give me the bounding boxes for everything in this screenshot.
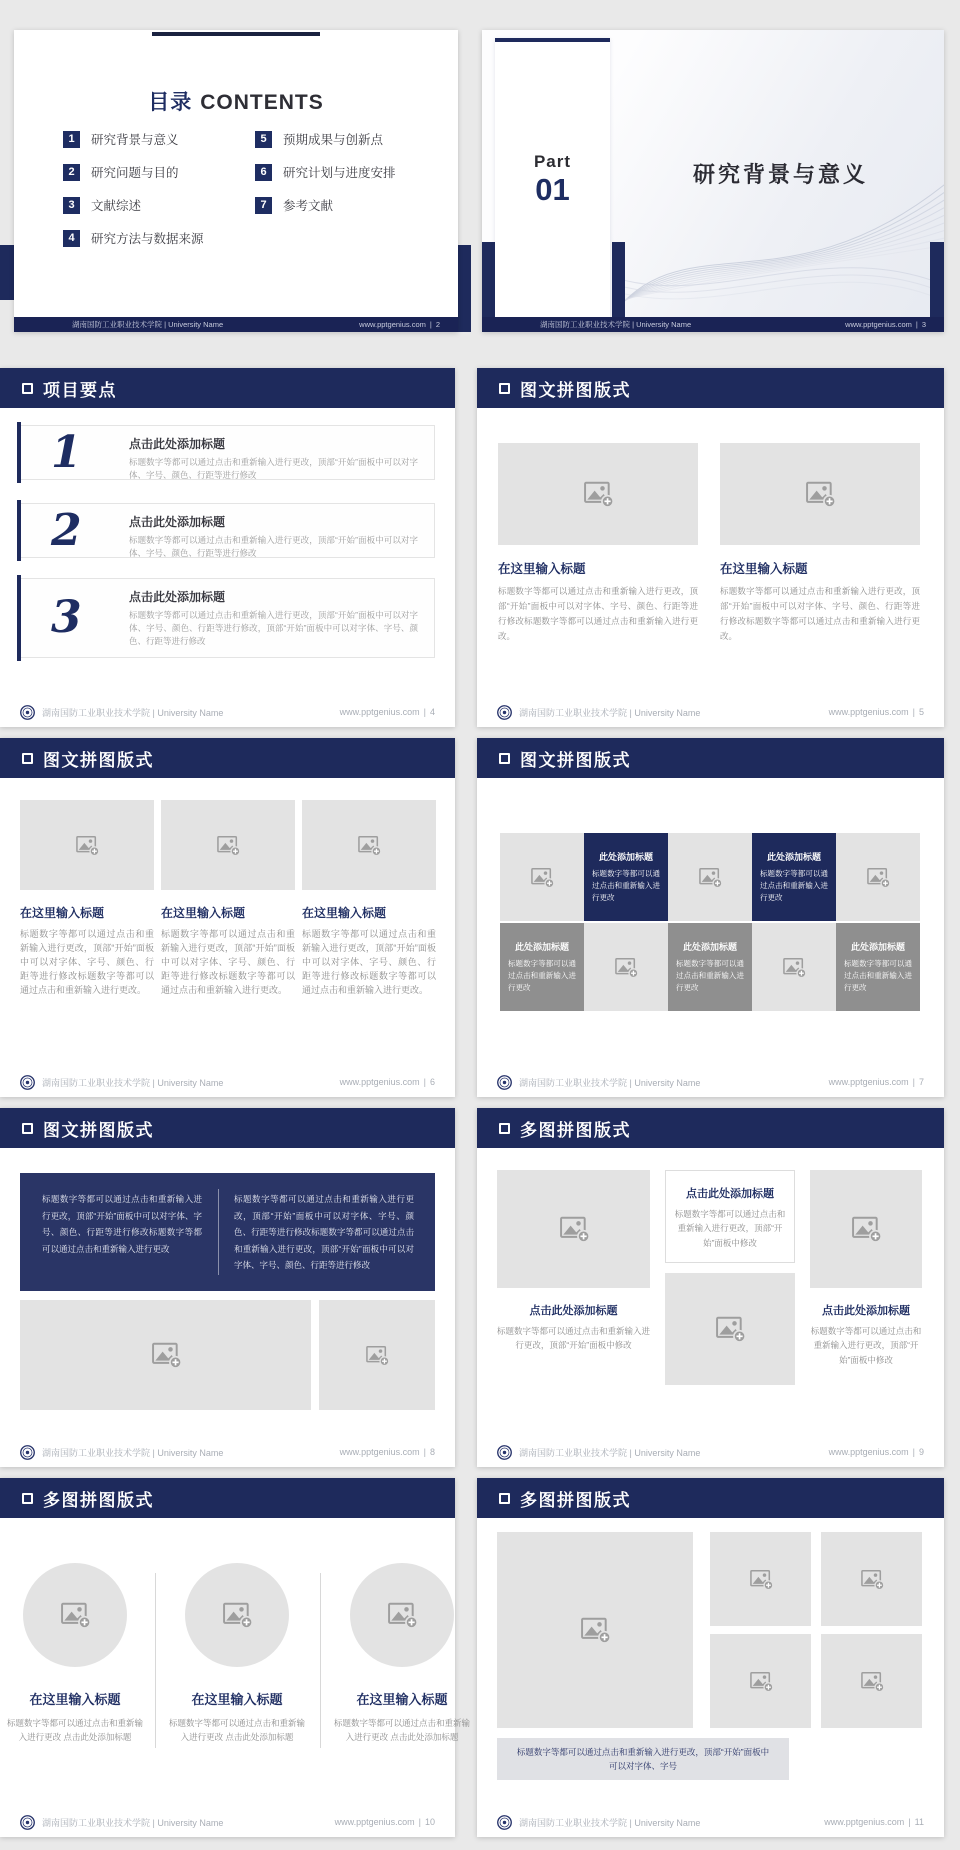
column-body: 标题数字等都可以通过点击和重新输入进行更改，顶部“开始”面板中可以对字体、字号、颜色、行距等进行修改标题数字等都可以通过点击和重新输入进行更改。	[302, 929, 436, 995]
footer-separator: |	[908, 1817, 911, 1827]
slide-header-title: 多图拼图版式	[43, 1490, 154, 1510]
square-outline-icon	[22, 1123, 33, 1134]
image-placeholder	[302, 800, 436, 890]
insert-picture-icon	[802, 478, 838, 510]
footer-school: 湖南国防工业职业技术学院 | University Name	[519, 1817, 701, 1828]
accent-bar	[930, 242, 944, 317]
toc-column-left	[63, 130, 204, 247]
picture-column	[720, 443, 920, 644]
column-title: 在这里输入标题	[191, 1692, 283, 1707]
column-title: 在这里输入标题	[161, 906, 246, 920]
cell-body: 标题数字等都可以通过点击和重新输入进行更改	[676, 959, 744, 992]
column-body: 标题数字等都可以通过点击和重新输入进行更改 点击此处添加标题	[168, 1718, 305, 1743]
school-badge-icon	[20, 1075, 35, 1090]
column-title: 在这里输入标题	[20, 906, 105, 920]
point-number: 1	[51, 426, 82, 478]
mosaic-text-cell	[752, 833, 836, 921]
image-placeholder	[720, 443, 920, 545]
footer-page-number: 8	[429, 1447, 435, 1457]
image-placeholder	[161, 800, 295, 890]
image-placeholder	[497, 1532, 693, 1728]
point-title: 点击此处添加标题	[129, 437, 226, 451]
image-placeholder	[810, 1170, 922, 1288]
text-card	[665, 1170, 795, 1263]
insert-picture-icon	[612, 955, 640, 980]
column-body: 标题数字等都可以通过点击和重新输入进行更改 点击此处添加标题	[6, 1718, 143, 1743]
insert-picture-icon	[73, 833, 101, 858]
image-placeholder	[665, 1273, 795, 1385]
circle-column	[5, 1563, 145, 1744]
image-placeholder	[584, 923, 668, 1011]
image-placeholder	[20, 800, 154, 890]
mosaic-text-cell	[584, 833, 668, 921]
slide-header-title: 多图拼图版式	[520, 1120, 631, 1140]
mosaic-text-cell	[668, 923, 752, 1011]
footer-separator: |	[912, 707, 915, 717]
slide-header-bar	[477, 368, 944, 408]
slide-footer	[477, 1437, 944, 1467]
square-outline-icon	[499, 1123, 510, 1134]
slide-footer	[0, 1807, 455, 1837]
slide-circle-images	[0, 1478, 470, 1837]
footer-page-number: 4	[429, 707, 435, 717]
point-card	[20, 425, 435, 480]
footer-page-number: 2	[435, 320, 440, 329]
column-body: 标题数字等都可以通过点击和重新输入进行更改，顶部“开始”面板中可以对字体、字号、颜色、行距等进行修改标题数字等都可以通过点击和重新输入进行更改。	[20, 929, 154, 995]
footer-page-number: 11	[914, 1817, 924, 1827]
square-outline-icon	[499, 383, 510, 394]
footer-site: www.pptgenius.com	[828, 1077, 909, 1087]
point-title: 点击此处添加标题	[129, 515, 226, 529]
slide-multi-image-1	[477, 1108, 944, 1467]
footer-separator: |	[912, 1447, 915, 1457]
point-number: 2	[51, 504, 82, 556]
toc-title	[14, 86, 458, 116]
toc-item	[63, 130, 204, 148]
image-placeholder	[821, 1634, 922, 1728]
footer-school: 湖南国防工业职业技术学院 | University Name	[42, 1817, 224, 1828]
slide-part01	[482, 30, 944, 332]
cell-body: 标题数字等都可以通过点击和重新输入进行更改	[508, 959, 576, 992]
slide-header-title: 多图拼图版式	[520, 1490, 631, 1510]
toc-item-label: 研究问题与目的	[91, 166, 179, 180]
insert-picture-icon	[577, 1614, 613, 1646]
point-card	[20, 578, 435, 658]
slide-image-grid	[477, 1478, 944, 1837]
toc-item-number: 7	[255, 197, 272, 214]
toc-item-label: 研究方法与数据来源	[91, 232, 204, 246]
insert-picture-icon	[528, 865, 556, 890]
slide-mosaic	[477, 738, 944, 1097]
point-title: 点击此处添加标题	[129, 590, 226, 604]
accent-bar	[612, 242, 625, 317]
footer-school: 湖南国防工业职业技术学院 | University Name	[519, 707, 701, 718]
square-outline-icon	[499, 753, 510, 764]
accent-bar	[482, 242, 495, 317]
column-title: 在这里输入标题	[302, 906, 387, 920]
insert-picture-icon	[858, 1669, 886, 1694]
column-title: 在这里输入标题	[356, 1692, 448, 1707]
column-body: 标题数字等都可以通过点击和重新输入进行更改，顶部“开始”面板中修改	[674, 1209, 786, 1248]
square-outline-icon	[22, 1493, 33, 1504]
cell-title: 此处添加标题	[766, 852, 821, 862]
footer-school: 湖南国防工业职业技术学院 | University Name	[42, 707, 224, 718]
insert-picture-icon	[556, 1213, 592, 1245]
slide-header-title: 图文拼图版式	[43, 1120, 154, 1140]
cell-body: 标题数字等都可以通过点击和重新输入进行更改	[760, 869, 828, 902]
footer-page-number: 6	[429, 1077, 435, 1087]
footer-site: www.pptgenius.com	[845, 320, 912, 329]
insert-picture-icon	[580, 478, 616, 510]
point-body: 标题数字等都可以通过点击和重新输入进行更改，顶部“开始”面板中可以对字体、字号、颜色、行距等进行修改	[129, 535, 418, 559]
footer-separator: |	[423, 1447, 426, 1457]
insert-picture-icon	[780, 955, 808, 980]
column-title: 点击此处添加标题	[529, 1305, 618, 1317]
picture-column	[20, 800, 154, 998]
toc-item-label: 研究背景与意义	[91, 133, 179, 147]
toc-top-rule	[152, 32, 320, 36]
point-body: 标题数字等都可以通过点击和重新输入进行更改，顶部“开始”面板中可以对字体、字号、颜色、行距等进行修改	[129, 457, 418, 481]
insert-picture-icon	[57, 1599, 93, 1631]
column-body: 标题数字等都可以通过点击和重新输入进行更改，顶部“开始”面板中可以对字体、字号、颜色、行距等进行修改标题数字等都可以通过点击和重新输入进行更改。	[720, 586, 920, 641]
toc-item-number: 3	[63, 197, 80, 214]
circle-image-placeholder	[185, 1563, 289, 1667]
toc-item	[63, 229, 204, 247]
multi-column	[665, 1170, 795, 1385]
footer-school: 湖南国防工业职业技术学院 | University Name	[72, 320, 224, 329]
circle-image-placeholder	[23, 1563, 127, 1667]
footer-separator: |	[912, 1077, 915, 1087]
slide-footer	[482, 317, 944, 332]
slide-footer	[0, 697, 455, 727]
footer-page-number: 10	[424, 1817, 435, 1827]
picture-column	[302, 800, 436, 998]
insert-picture-icon	[712, 1313, 748, 1345]
image-placeholder	[710, 1532, 811, 1626]
footer-separator: |	[423, 707, 426, 717]
toc-item-label: 研究计划与进度安排	[283, 166, 396, 180]
footer-site: www.pptgenius.com	[828, 1447, 909, 1457]
column-body: 标题数字等都可以通过点击和重新输入进行更改，顶部“开始”面板中可以对字体、字号、颜色、行距等进行修改标题数字等都可以通过点击和重新输入进行更改。	[498, 586, 698, 641]
toc-item	[63, 163, 204, 181]
slide-header-title: 图文拼图版式	[520, 380, 631, 400]
circle-column	[167, 1563, 307, 1744]
insert-picture-icon	[696, 865, 724, 890]
cell-body: 标题数字等都可以通过点击和重新输入进行更改	[592, 869, 660, 902]
footer-school: 湖南国防工业职业技术学院 | University Name	[42, 1447, 224, 1458]
circle-column	[332, 1563, 472, 1744]
picture-column	[498, 443, 698, 644]
footer-separator: |	[915, 320, 918, 329]
column-title: 在这里输入标题	[29, 1692, 121, 1707]
image-placeholder	[498, 443, 698, 545]
cell-title: 此处添加标题	[682, 942, 737, 952]
slide-three-pictures	[0, 738, 455, 1097]
cell-title: 此处添加标题	[598, 852, 653, 862]
image-placeholder	[821, 1532, 922, 1626]
insert-picture-icon	[148, 1339, 184, 1371]
footer-separator: |	[429, 320, 432, 329]
image-placeholder	[752, 923, 836, 1011]
part-number-card	[495, 38, 610, 317]
footer-site: www.pptgenius.com	[334, 1817, 415, 1827]
slide-header-bar	[477, 738, 944, 778]
slide-footer	[0, 1067, 455, 1097]
image-placeholder	[500, 833, 584, 921]
school-badge-icon	[497, 1815, 512, 1830]
multi-column	[810, 1170, 922, 1367]
toc-item-number: 4	[63, 230, 80, 247]
footer-site: www.pptgenius.com	[339, 1447, 420, 1457]
slide-footer	[477, 1807, 944, 1837]
column-body: 标题数字等都可以通过点击和重新输入进行更改，顶部“开始”面板中可以对字体、字号、颜色、行距等进行修改标题数字等都可以通过点击和重新输入进行更改。	[161, 929, 295, 995]
circle-image-placeholder	[350, 1563, 454, 1667]
footer-page-number: 3	[921, 320, 926, 329]
image-placeholder	[710, 1634, 811, 1728]
slide-header-bar	[477, 1478, 944, 1518]
point-body: 标题数字等都可以通过点击和重新输入进行更改，顶部“开始”面板中可以对字体、字号、颜色、行距等进行修改，顶部“开始”面板中可以对字体、字号、颜色、行距等进行修改	[129, 610, 418, 647]
insert-picture-icon	[848, 1213, 884, 1245]
footer-school: 湖南国防工业职业技术学院 | University Name	[519, 1077, 701, 1088]
slide-footer	[0, 1437, 455, 1467]
footer-school: 湖南国防工业职业技术学院 | University Name	[42, 1077, 224, 1088]
slide-two-pictures	[477, 368, 944, 727]
panel-text-right: 标题数字等都可以通过点击和重新输入进行更改，顶部“开始”面板中可以对字体、字号、颜色、行距等进行修改标题数字等都可以通过点击和重新输入进行更改，顶部“开始”面板中可以对字体、字号、颜色、行距等进行修改	[234, 1194, 414, 1271]
footer-site: www.pptgenius.com	[824, 1817, 905, 1827]
toc-item-number: 2	[63, 164, 80, 181]
picture-column	[161, 800, 295, 998]
slide-big-textbox	[0, 1108, 455, 1467]
footer-page-number: 9	[918, 1447, 924, 1457]
insert-picture-icon	[219, 1599, 255, 1631]
column-body: 标题数字等都可以通过点击和重新输入进行更改，顶部“开始”面板中修改	[497, 1326, 651, 1351]
toc-column-right	[255, 130, 396, 214]
toc-item-label: 参考文献	[283, 199, 334, 213]
footer-site: www.pptgenius.com	[339, 1077, 420, 1087]
panel-text-left: 标题数字等都可以通过点击和重新输入进行更改，顶部“开始”面板中可以对字体、字号、颜色、行距等进行修改标题数字等都可以通过点击和重新输入进行更改	[42, 1194, 202, 1254]
slide-header-bar	[0, 1478, 455, 1518]
column-title: 点击此处添加标题	[822, 1305, 910, 1317]
school-badge-icon	[497, 1075, 512, 1090]
footer-school: 湖南国防工业职业技术学院 | University Name	[540, 320, 692, 329]
footer-site: www.pptgenius.com	[339, 707, 420, 717]
point-number: 3	[51, 592, 82, 643]
slide-header-bar	[0, 1108, 455, 1148]
caption-bar: 标题数字等都可以通过点击和重新输入进行更改，顶部“开始”面板中可以对字体、字号	[497, 1738, 789, 1780]
toc-item-number: 6	[255, 164, 272, 181]
toc-title-en: CONTENTS	[200, 91, 324, 114]
mosaic-grid	[500, 833, 920, 1011]
insert-picture-icon	[355, 833, 383, 858]
school-badge-icon	[20, 1445, 35, 1460]
footer-school: 湖南国防工业职业技术学院 | University Name	[519, 1447, 701, 1458]
insert-picture-icon	[747, 1669, 775, 1694]
slide-header-title: 图文拼图版式	[43, 750, 154, 770]
image-placeholder	[836, 833, 920, 921]
image-placeholder	[20, 1300, 311, 1410]
toc-item	[255, 130, 396, 148]
insert-picture-icon	[384, 1599, 420, 1631]
cell-title: 此处添加标题	[514, 942, 569, 952]
slide-header-bar	[477, 1108, 944, 1148]
mosaic-text-cell	[500, 923, 584, 1011]
image-placeholder	[497, 1170, 650, 1288]
slide-header-bar	[0, 368, 455, 408]
square-outline-icon	[499, 1493, 510, 1504]
footer-site: www.pptgenius.com	[359, 320, 426, 329]
slide-header-title: 图文拼图版式	[520, 750, 631, 770]
toc-item	[63, 196, 204, 214]
toc-item	[255, 196, 396, 214]
footer-site: www.pptgenius.com	[828, 707, 909, 717]
square-outline-icon	[22, 383, 33, 394]
school-badge-icon	[20, 705, 35, 720]
insert-picture-icon	[214, 833, 242, 858]
school-badge-icon	[20, 1815, 35, 1830]
slide-header-bar	[0, 738, 455, 778]
navy-text-panel	[20, 1173, 435, 1291]
slide-toc	[14, 30, 458, 332]
school-badge-icon	[497, 1445, 512, 1460]
slide-header-title: 项目要点	[43, 380, 117, 400]
insert-picture-icon	[864, 865, 892, 890]
swoosh-decoration	[614, 177, 944, 317]
column-body: 标题数字等都可以通过点击和重新输入进行更改，顶部“开始”面板中修改	[810, 1326, 922, 1365]
slide-footer	[477, 697, 944, 727]
column-title: 在这里输入标题	[720, 562, 808, 576]
column-body: 标题数字等都可以通过点击和重新输入进行更改 点击此处添加标题	[333, 1718, 470, 1743]
point-card	[20, 503, 435, 558]
column-divider	[155, 1573, 156, 1748]
panel-divider	[218, 1189, 219, 1275]
footer-page-number: 7	[918, 1077, 924, 1087]
cell-body: 标题数字等都可以通过点击和重新输入进行更改	[844, 959, 912, 992]
column-title: 在这里输入标题	[498, 562, 586, 576]
part-number: 01	[535, 172, 570, 207]
insert-picture-icon	[858, 1567, 886, 1592]
toc-item	[255, 163, 396, 181]
toc-title-cn: 目录	[148, 91, 193, 114]
insert-picture-icon	[747, 1567, 775, 1592]
part-label: Part	[533, 152, 572, 171]
image-placeholder	[668, 833, 752, 921]
mosaic-text-cell	[836, 923, 920, 1011]
column-divider	[320, 1573, 321, 1748]
footer-separator: |	[418, 1817, 421, 1827]
toc-item-number: 1	[63, 131, 80, 148]
divider-accent-bar	[457, 245, 471, 332]
slide-footer	[14, 317, 458, 332]
slide-project-points	[0, 368, 455, 727]
footer-page-number: 5	[918, 707, 924, 717]
toc-item-label: 预期成果与创新点	[283, 133, 384, 147]
section-title: 研究背景与意义	[692, 162, 868, 187]
toc-item-label: 文献综述	[91, 199, 142, 213]
cell-title: 此处添加标题	[850, 942, 905, 952]
column-title: 点击此处添加标题	[686, 1188, 774, 1200]
image-placeholder	[319, 1300, 435, 1410]
slide-footer	[477, 1067, 944, 1097]
school-badge-icon	[497, 705, 512, 720]
toc-item-number: 5	[255, 131, 272, 148]
square-outline-icon	[22, 753, 33, 764]
multi-column	[497, 1170, 650, 1353]
footer-separator: |	[423, 1077, 426, 1087]
insert-picture-icon	[363, 1343, 391, 1368]
